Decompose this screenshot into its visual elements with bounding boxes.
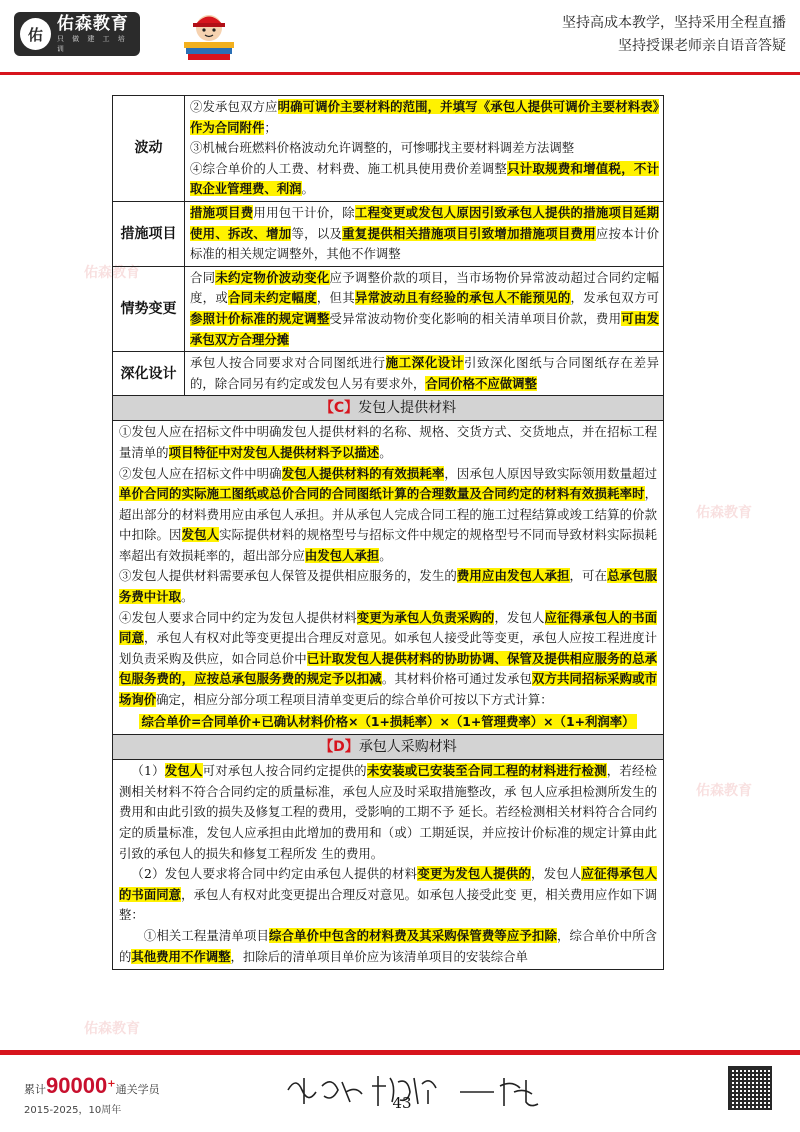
row-label: 深化设计 — [113, 352, 185, 395]
logo-mark: 佑 — [20, 18, 51, 50]
paragraph: ①发包人应在招标文件中明确发包人提供材料的名称、规格、交货方式、交货地点，并在招标工程量清单的项目特征中对发包人提供材料予以描述。 — [119, 424, 657, 460]
logo-name: 佑森教育 — [56, 14, 129, 34]
watermark: 佑森教育 — [696, 505, 752, 521]
price-formula: 综合单价=合同单价+已确认材料价格×（1+损耗率）×（1+管理费率）×（1+利润率） — [141, 713, 635, 729]
paragraph: ①相关工程量清单项目综合单价中包含的材料费及其采购保管费等应予扣除，综合单价中所含的其他费用不作调整，扣除后的清单项目单价应为该清单项目的安装综合单 — [119, 927, 658, 964]
row-bodong — [113, 96, 663, 201]
paragraph: ②发包人应在招标文件中明确发包人提供材料的有效损耗率，因承包人原因导致实际领用数量超过单价合同的实际施工图纸或总价合同的合同图纸计算的合理数量及合同约定的材料有效损耗率时，超出部分的材料费用应由承包人承担。并从承包人完成合同工程的施工过程结算或竣工结算的价款中扣除。因发包人实际提供材料的规格型号与招标文件中规定的规格型号不同而导致材料实际损耗率超出有效损耗率的，超出部分应由发包人承担。 — [119, 465, 658, 563]
section-c-content — [113, 420, 663, 734]
row-qingshi — [113, 266, 663, 351]
highlight: 只计取规费和增值税，不计取企业管理费、利润 — [190, 160, 660, 197]
mascot-illustration — [178, 8, 240, 64]
paragraph: ④发包人要求合同中约定为发包人提供材料变更为承包人负责采购的，发包人应征得承包人的书面同意，承包人有权对此等变更提出合理反对意见。如承包人接受此等变更，承包人应按工程进度计划负责采购及供应，如合同总价中已计取发包人提供材料的协助协调、保管及提供相应服务的总承包服务费的，应按总承包服务费的规定予以扣减。其材料价格可通过发承包双方共同招标采购或市场询价确定，相应分部分项工程项目清单变更后的综合单价可按以下方式计算： — [119, 609, 658, 708]
logo-tagline: 只 做 建 工 培 训 — [56, 35, 128, 53]
slogan-line-2: 坚持授课老师亲自语音答疑 — [618, 38, 786, 54]
watermark: 佑森教育 — [84, 265, 140, 281]
row-content: 措施项目费用用包干计价，除工程变更或发包人原因引致承包人提供的措施项目延期使用、拆改、增加等，以及重复提供相关措施项目引致增加措施项目费用应按本计价标准的相关规定调整外，其他不作调整 — [190, 204, 660, 262]
section-header-c: 【C】发包人提供材料 — [113, 395, 663, 420]
section-d-content — [113, 759, 663, 969]
row-label: 波动 — [113, 96, 185, 201]
highlight: 明确可调价主要材料的范围，并填写《承包人提供可调价主要材料表》作为合同附件 — [190, 99, 659, 135]
footer-divider — [0, 1050, 800, 1055]
student-count: 90000 — [46, 1073, 108, 1098]
student-count-stat: 累计90000+通关学员 2015-2025，10周年 — [24, 1073, 160, 1116]
paragraph: （1）发包人可对承包人按合同约定提供的未安装或已安装至合同工程的材料进行检测，若经检测相关材料不符合合同约定的质量标准，承包人应及时采取措施整改，承 包人应承担检测所发生的费用和由此引致的损失及修复工程的费用，受影响的工期不予 延长。若经检测相关材料符合合同约定的质量标准，发包人应承担由此增加的费用和（或）工期延误，并应按计价标准的规定计算由此引致的承包人的损失和修复工程所发 生的费用。 — [119, 763, 658, 861]
page-number: 43 — [392, 1094, 412, 1112]
svg-text:专业专注 精益求精 一流服务: 专业专注 精益求精 一流服务 — [282, 1068, 295, 1069]
row-content: 承包人按合同要求对合同图纸进行施工深化设计引致深化图纸与合同图纸存在差异的，除合同另有约定或发包人另有要求外，合同价格不应做调整 — [190, 355, 660, 391]
watermark: 佑森教育 — [696, 783, 752, 799]
section-header-d: 【D】承包人采购材料 — [113, 734, 663, 759]
header-slogan — [562, 12, 786, 58]
watermark: 佑森教育 — [84, 1021, 140, 1037]
paragraph: ③发包人提供材料需要承包人保管及提供相应服务的，发生的费用应由发包人承担，可在总承包服务费中计取。 — [119, 568, 658, 605]
anniversary-text: 2015-2025，10周年 — [24, 1105, 122, 1116]
qr-code — [728, 1066, 772, 1110]
slogan-line-1: 坚持高成本教学，坚持采用全程直播 — [562, 15, 786, 31]
row-content: 合同未约定物价波动变化应予调整价款的项目，当市场物价异常波动超过合同约定幅度，或合同未约定幅度，但其异常波动且有经验的承包人不能预见的，发承包双方可参照计价标准的规定调整受异常波动物价变化影响的相关清单项目价款，费用可由发承包双方合理分摊 — [190, 269, 660, 347]
row-label: 措施项目 — [113, 202, 185, 266]
paragraph: （2）发包人要求将合同中约定由承包人提供的材料变更为发包人提供的，发包人应征得承包人的书面同意，承包人有权对此变更提出合理反对意见。如承包人接受此变 更，相关费用应作如下调整： — [119, 866, 658, 923]
row-shenhua — [113, 351, 663, 395]
row-content: ②发承包双方应明确可调价主要材料的范围，并填写《承包人提供可调价主要材料表》作为合同附件； ③机械台班燃料价格波动允许调整的，可惨哪找主要材料调差方法调整 ④综合单价的人工费、材料费、施工机具使用费价差调整只计取规费和增值税，不计取企业管理费、利润。 — [190, 99, 660, 197]
row-label: 情势变更 — [113, 267, 185, 351]
row-cuoshi — [113, 201, 663, 266]
header-divider — [0, 72, 800, 75]
brand-logo — [14, 12, 140, 56]
page-header — [0, 0, 800, 92]
material-price-table — [112, 95, 664, 970]
